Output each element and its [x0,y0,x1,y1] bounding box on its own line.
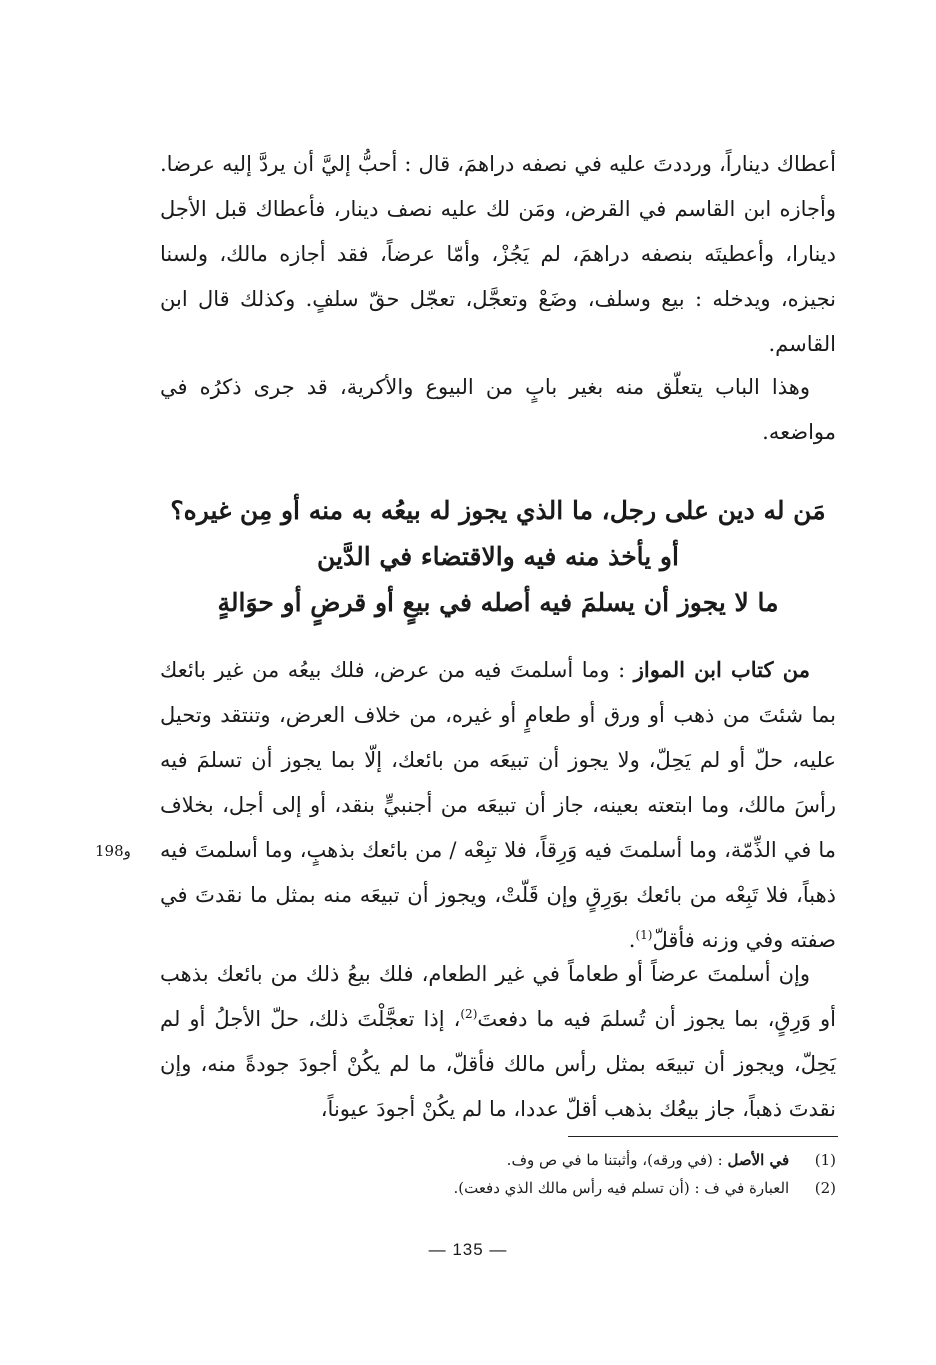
footnote-ref-2[interactable]: (2) [460,1007,478,1021]
footnote-ref-1[interactable]: (1) [635,928,653,942]
paragraph-text-a: وإن أسلمتَ عرضاً أو طعاماً في غير الطعام، فلك بيعُ ذلك من بائعك بذهب أو وَرِقٍ، بما يجوز أن تُسلمَ فيه ما دفعتَ [160,962,836,1031]
page-number: — 135 — [428,1240,508,1259]
footnote-label: في الأصل [727,1151,790,1169]
footnote-number: (2) [814,1179,836,1197]
paragraph-chapter-note [160,365,836,455]
heading-line-1: مَن له دين على رجل، ما الذي يجوز له بيعُه به منه أو مِن غيره؟ [170,496,826,525]
footnote-item [300,1174,836,1202]
paragraph-text-b: ، إذا تعجَّلْتَ ذلك، حلّ الأجلُ أو لم يَحِلّ، ويجوز أن تبيعَه بمثل رأس مالك فأقلّ، ما لم يكُنْ أجودَ جودةً منه، وإن نقدتَ ذهباً، جاز بيعُك بذهب أقلّ عددا، ما لم يكُنْ أجودَ عيوناً، [160,1007,836,1121]
paragraph-opening [160,142,836,367]
footnote-number: (1) [814,1151,836,1169]
paragraph-advance-payment [160,952,836,1132]
footnote-text: : (أن تسلم فيه رأس مالك الذي دفعت). [453,1179,705,1197]
paragraph-text: وهذا الباب يتعلّق منه بغير بابٍ من البيوع والأكرية، قد جرى ذكرُه في مواضعه. [160,375,836,444]
paragraph-body [160,647,836,963]
manuscript-folio-marker: 198و [95,842,131,860]
heading-line-3: ما لا يجوز أن يسلمَ فيه أصله في بيعٍ أو قرضٍ أو حوَالةٍ [217,588,779,617]
footnote-item [300,1146,836,1174]
paragraph-end: . [628,928,636,952]
paragraph-text: : وما أسلمتَ فيه من عرض، فلك بيعُه من غير بائعك بما شئتَ من ذهب أو ورق أو طعامٍ أو غيره، من خلاف العرض، وتنتقد وتحيل عليه، حلّ أو لم يَحِلّ، ولا يجوز أن تبيعَه من بائعك، إلّا بما يجوز أن تسلمَ فيه رأسَ مالك، وما ابتعته بعينه، جاز أن تبيعَه من أجنبيٍّ بنقد، أو إلى أجل، بخلاف ما في الذِّمّة، وما أسلمتَ فيه وَرِقاً، فلا تبِعْه / من بائعك بذهبٍ، وما أسلمتَ فيه ذهباً، فلا تَبِعْه من بائعك بوَرِقٍ وإن قَلّتْ، ويجوز أن تبيعَه منه بمثل ما نقدتَ في صفته وفي وزنه فأقلّ [160,658,836,952]
footnote-text: : (في ورقه)، وأثبتنا ما في ص وف. [506,1151,728,1169]
footnotes [300,1146,836,1202]
heading-line-2: أو يأخذ منه فيه والاقتضاء في الدَّين [317,542,679,571]
footnote-divider [568,1136,838,1137]
paragraph-body [160,952,836,1132]
chapter-heading [160,488,836,626]
source-citation: من كتاب ابن المواز [633,657,810,682]
footnote-label: العبارة في ف [704,1179,790,1197]
paragraph-ibn-al-mawaz [160,647,836,963]
paragraph-text: أعطاك ديناراً، ورددتَ عليه في نصفه دراهمَ، قال : أحبُّ إليَّ أن يردَّ إليه عرضا. وأجازه ابن القاسم في القرض، ومَن لك عليه نصف دينار، فأعطاك قبل الأجل دينارا، وأعطيتَه بنصفه دراهمَ، لم يَجُزْ، وأمّا عرضاً، فقد أجازه مالك، ولسنا نجيزه، ويدخله : بيع وسلف، وضَعْ وتعجَّل، تعجّل حقّ سلفٍ. وكذلك قال ابن القاسم. [160,152,836,356]
